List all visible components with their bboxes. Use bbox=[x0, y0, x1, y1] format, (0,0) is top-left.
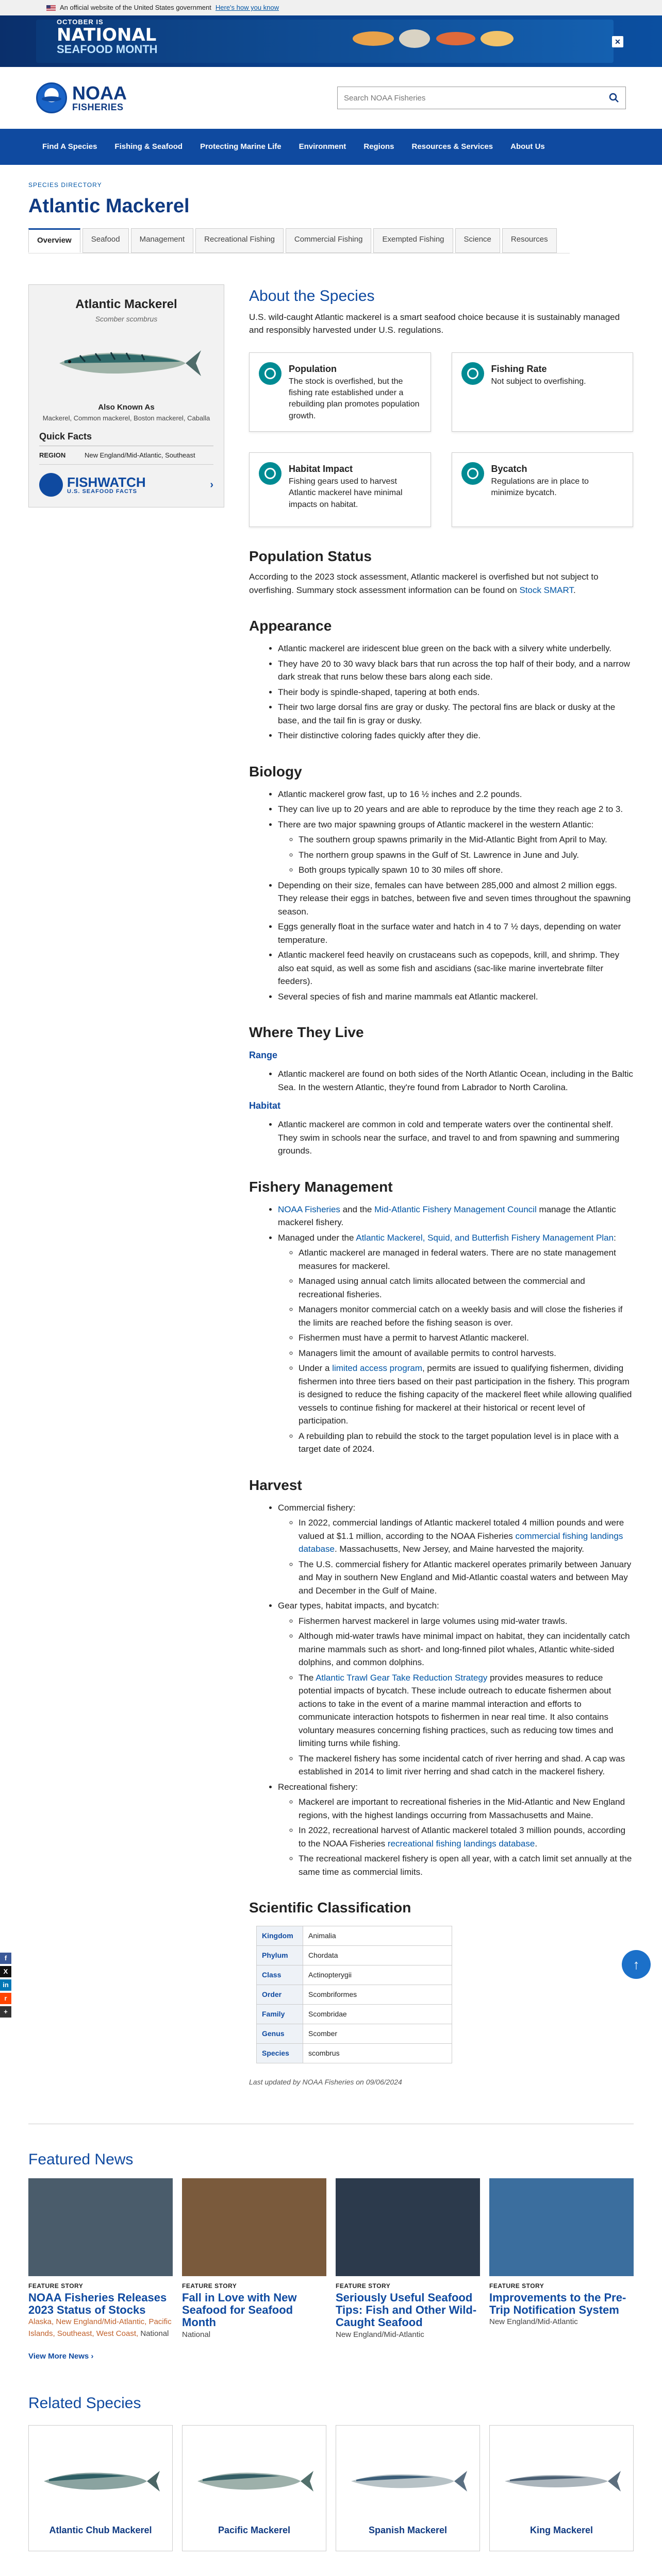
about-title: About the Species bbox=[249, 287, 375, 304]
list-item: ◦ The northern group spawns in the Gulf of St. Lawrence in June and July. bbox=[299, 849, 633, 862]
commercial-landings-link[interactable]: commercial fishing landings database bbox=[299, 1531, 623, 1554]
list-item: ◦ The southern group spawns primarily in the Mid-Atlantic Bight from April to May. bbox=[299, 833, 633, 846]
card-text: Fishing gears used to harvest Atlantic mackerel have minimal impacts on habitat. bbox=[289, 477, 403, 509]
list-item bbox=[299, 1824, 633, 1850]
news-tag: FEATURE STORY bbox=[28, 2282, 84, 2290]
related-species-image bbox=[490, 2450, 633, 2512]
featured-news-title: Featured News bbox=[28, 2151, 134, 2168]
list-item: • Atlantic mackerel are found on both sides of the North Atlantic Ocean, including in the Baltic Sea. In the western Atlantic, they're found from Labrador to North Carolina. bbox=[278, 1067, 633, 1094]
scientific-name: Scomber scombrus bbox=[95, 314, 158, 323]
reddit-share-icon[interactable]: r bbox=[0, 1993, 11, 2004]
item-text: manage the Atlantic mackerel fishery. bbox=[278, 1204, 616, 1228]
appearance-title: Appearance bbox=[249, 618, 332, 634]
chevron-right-icon: › bbox=[210, 479, 213, 490]
list-item bbox=[299, 1516, 633, 1556]
card-title: Bycatch bbox=[491, 464, 527, 474]
population-status-title: Population Status bbox=[249, 548, 372, 565]
list-item: ◦ The mackerel fishery has some incidental catch of river herring and shad. A cap was established in 2014 to limit river herring and shad catch in the mackerel fishery. bbox=[299, 1752, 633, 1778]
noaa-logo-icon bbox=[36, 82, 67, 113]
back-to-top-button[interactable] bbox=[622, 1950, 651, 1979]
list-item: • Eggs generally float in the surface water and hatch in 4 to 7 ½ days, depending on water temperature. bbox=[278, 920, 633, 946]
item-text: . Massachusetts, New Jersey, and Maine harvested the majority. bbox=[334, 1544, 585, 1554]
news-image[interactable] bbox=[336, 2178, 480, 2276]
news-grid bbox=[28, 2178, 634, 2341]
card-title: Population bbox=[289, 363, 337, 374]
nav-label: Regions bbox=[363, 142, 394, 151]
management-list bbox=[278, 1203, 633, 1456]
list-item bbox=[299, 1362, 633, 1428]
more-share-icon[interactable]: + bbox=[0, 2006, 11, 2018]
population-text: According to the 2023 stock assessment, Atlantic mackerel is overfished but not subject to overfishing. Summary stock assessment information can be found on bbox=[249, 572, 599, 595]
limited-access-link[interactable]: limited access program bbox=[332, 1363, 422, 1374]
nav-protecting-marine-life[interactable] bbox=[194, 141, 288, 153]
biology-title: Biology bbox=[249, 763, 302, 779]
list-item: ◦ Managed using annual catch limits allocated between the commercial and recreational fisheries. bbox=[299, 1275, 633, 1301]
species-sidebar bbox=[28, 284, 224, 2088]
table-row bbox=[257, 1946, 452, 1965]
gear-label: Gear types, habitat impacts, and bycatch: bbox=[278, 1601, 439, 1611]
tab-seafood[interactable]: Seafood bbox=[82, 228, 129, 253]
arrow-up-icon: ↑ bbox=[633, 1956, 640, 1972]
related-species-card[interactable] bbox=[28, 2425, 173, 2551]
card-population bbox=[249, 352, 431, 432]
list-item bbox=[278, 818, 633, 877]
item-text: Managed under the bbox=[278, 1232, 356, 1243]
pacific-mackerel-icon bbox=[192, 2461, 316, 2502]
card-text: Regulations are in place to minimize bycatch. bbox=[491, 477, 589, 498]
card-habitat-impact bbox=[249, 452, 431, 527]
rank-label: Genus bbox=[257, 2024, 303, 2044]
list-item: • They can live up to 20 years and are able to reproduce by the time they reach age 2 to 3. bbox=[278, 803, 633, 816]
related-species-image bbox=[29, 2450, 172, 2512]
search-bar bbox=[337, 87, 626, 109]
card-bycatch bbox=[452, 452, 634, 527]
promo-title: NATIONAL bbox=[57, 25, 157, 45]
nav-label: About Us bbox=[510, 142, 545, 151]
nav-find-a-species[interactable] bbox=[36, 141, 103, 153]
recreational-landings-link[interactable]: recreational fishing landings database bbox=[387, 1838, 535, 1849]
item-text: , permits are issued to qualifying fishermen, dividing fishermen into three tiers based on their past participation in the fishery. This program is designed to reduce the fishing capacity of the mackerel fleet while allowing qualified vessels to continue fishing for mackerel at their historical or recent level of participation. bbox=[299, 1363, 632, 1426]
list-item: • Depending on their size, females can have between 285,000 and almost 2 million eggs. They release their eggs in batches, between five and seven times throughout the spawning season. bbox=[278, 879, 633, 919]
news-regions bbox=[336, 2329, 480, 2341]
news-card[interactable] bbox=[182, 2178, 326, 2341]
close-icon[interactable]: ✕ bbox=[612, 36, 623, 47]
table-row bbox=[257, 1926, 452, 1946]
list-item: • Several species of fish and marine mammals eat Atlantic mackerel. bbox=[278, 990, 633, 1004]
aka-list: Mackerel, Common mackerel, Boston mackerel, Caballa bbox=[42, 414, 210, 422]
region-text: National bbox=[182, 2330, 211, 2339]
news-image[interactable] bbox=[489, 2178, 634, 2276]
tab-science[interactable]: Science bbox=[455, 228, 500, 253]
site-header bbox=[0, 67, 662, 129]
nav-label: Protecting Marine Life bbox=[200, 142, 282, 151]
related-species-name: Atlantic Chub Mackerel bbox=[49, 2524, 152, 2535]
rank-label: Family bbox=[257, 2005, 303, 2024]
news-title[interactable]: Fall in Love with New Seafood for Seafood Month bbox=[182, 2291, 297, 2329]
item-text: provides measures to reduce potential impacts of bycatch. These include outreach to educate fishermen about actions to take in the event of a marine mammal interaction and efforts to communicate interaction hotspots to fishermen in near real time. It also contains voluntary measures concerning fishing practices, such as reducing tow times and limiting turns while fishing. bbox=[299, 1672, 614, 1749]
species-tabs bbox=[28, 228, 570, 253]
rank-label: Class bbox=[257, 1965, 303, 1985]
about-intro: U.S. wild-caught Atlantic mackerel is a smart seafood choice because it is sustainably managed and responsibly harvested under U.S. regulations. bbox=[249, 312, 620, 335]
list-item bbox=[278, 1599, 633, 1778]
list-item: ◦ Managers monitor commercial catch on a weekly basis and will close the fisheries if the limits are reached before the fishing season is over. bbox=[299, 1303, 633, 1329]
rank-label: Species bbox=[257, 2044, 303, 2063]
bycatch-icon bbox=[461, 462, 484, 485]
list-item: • Atlantic mackerel grow fast, up to 16 ½ inches and 2.2 pounds. bbox=[278, 788, 633, 801]
card-text: The stock is overfished, but the fishing rate established under a rebuilding plan promotes population growth. bbox=[289, 377, 420, 420]
breadcrumb[interactable]: SPECIES DIRECTORY bbox=[28, 181, 102, 189]
region-value: New England/Mid-Atlantic, Southeast bbox=[85, 451, 195, 459]
noaa-fisheries-link[interactable]: NOAA Fisheries bbox=[278, 1204, 340, 1214]
search-icon bbox=[609, 93, 619, 103]
related-species-name: Spanish Mackerel bbox=[368, 2524, 448, 2535]
x-share-icon[interactable]: X bbox=[0, 1966, 11, 1977]
appearance-list bbox=[278, 642, 633, 742]
spawn-list bbox=[299, 833, 633, 877]
list-item: ◦ Atlantic mackerel are managed in federal waters. There are no state management measures for mackerel. bbox=[299, 1246, 633, 1273]
species-card bbox=[28, 284, 224, 508]
main-section bbox=[28, 284, 634, 2088]
region-text: National bbox=[138, 2329, 169, 2338]
list-item bbox=[278, 1203, 633, 1229]
management-sublist bbox=[299, 1246, 633, 1456]
mafmc-link[interactable]: Mid-Atlantic Fishery Management Council bbox=[374, 1204, 537, 1214]
item-text: Under a bbox=[299, 1363, 333, 1374]
harvest-list bbox=[278, 1501, 633, 1879]
habitat-list bbox=[278, 1118, 633, 1158]
nav-resources-services[interactable] bbox=[406, 141, 500, 153]
fishwatch-text bbox=[67, 476, 206, 495]
fishwatch-title: FISHWATCH bbox=[67, 474, 146, 490]
rank-value: Actinopterygii bbox=[303, 1965, 452, 1985]
card-title: Habitat Impact bbox=[289, 464, 353, 474]
card-title: Fishing Rate bbox=[491, 363, 547, 374]
population-icon bbox=[259, 362, 282, 385]
species-content bbox=[249, 284, 633, 2088]
rank-label: Kingdom bbox=[257, 1926, 303, 1946]
stock-smart-link[interactable]: Stock SMART bbox=[519, 585, 573, 595]
promo-subtitle: SEAFOOD MONTH bbox=[57, 43, 158, 56]
nav-label: Find A Species bbox=[42, 142, 97, 151]
item-text: In 2022, commercial landings of Atlantic mackerel totaled 4 million pounds and were valued at $1.1 million, according to the NOAA Fisheries bbox=[299, 1518, 624, 1541]
news-card[interactable] bbox=[489, 2178, 634, 2341]
nav-about-us[interactable] bbox=[504, 141, 551, 153]
promo-date: OCTOBER IS bbox=[57, 18, 104, 26]
seafood-illustration-icon bbox=[347, 23, 518, 54]
table-row bbox=[257, 1985, 452, 2005]
list-item: ◦ A rebuilding plan to rebuild the stock to the target population level is in place with a target date of 2024. bbox=[299, 1430, 633, 1456]
region-text: New England/Mid-Atlantic bbox=[336, 2330, 424, 2339]
noaa-fisheries-logo[interactable] bbox=[36, 82, 127, 113]
related-species-card[interactable] bbox=[182, 2425, 326, 2551]
habitat-icon bbox=[259, 462, 282, 485]
item-text: In 2022, recreational harvest of Atlantic mackerel totaled 3 million pounds, according to the NOAA Fisheries bbox=[299, 1825, 626, 1849]
list-item bbox=[278, 1781, 633, 1879]
list-item: ◦ Although mid-water trawls have minimal impact on habitat, they can incidentally catch marine mammals such as short- and long-finned pilot whales, Atlantic white-sided dolphins, and common dolphins. bbox=[299, 1630, 633, 1669]
news-title[interactable]: Seriously Useful Seafood Tips: Fish and Other Wild-Caught Seafood bbox=[336, 2291, 477, 2329]
news-title[interactable]: NOAA Fisheries Releases 2023 Status of Stocks bbox=[28, 2291, 167, 2317]
facebook-share-icon[interactable]: f bbox=[0, 1953, 11, 1964]
rank-value: Chordata bbox=[303, 1946, 452, 1965]
tab-commercial-fishing[interactable]: Commercial Fishing bbox=[286, 228, 372, 253]
harvest-title: Harvest bbox=[249, 1477, 302, 1493]
list-item bbox=[278, 1231, 633, 1456]
recreational-label: Recreational fishery: bbox=[278, 1782, 358, 1792]
news-regions bbox=[489, 2316, 634, 2328]
aka-title: Also Known As bbox=[98, 402, 155, 412]
fishwatch-link[interactable] bbox=[39, 473, 213, 497]
trawl-strategy-link[interactable]: Atlantic Trawl Gear Take Reduction Strategy bbox=[316, 1672, 488, 1683]
fishwatch-subtitle: U.S. SEAFOOD FACTS bbox=[67, 488, 137, 495]
chub-mackerel-icon bbox=[39, 2461, 162, 2502]
gov-banner bbox=[0, 0, 662, 15]
related-species-card[interactable] bbox=[489, 2425, 634, 2551]
list-item bbox=[278, 1501, 633, 1598]
region-label: REGION bbox=[39, 451, 66, 459]
logo-sub: FISHERIES bbox=[72, 102, 124, 112]
item-text: : bbox=[614, 1232, 616, 1243]
item-text: and the bbox=[340, 1204, 375, 1214]
table-row bbox=[257, 1965, 452, 1985]
list-item: • Their distinctive coloring fades quickly after they die. bbox=[278, 729, 633, 742]
card-fishing-rate bbox=[452, 352, 634, 432]
rank-value: Scombridae bbox=[303, 2005, 452, 2024]
rank-label: Phylum bbox=[257, 1946, 303, 1965]
king-mackerel-icon bbox=[500, 2461, 623, 2502]
news-regions bbox=[182, 2329, 326, 2341]
classification-title: Scientific Classification bbox=[249, 1900, 411, 1916]
list-item: ◦ Fishermen must have a permit to harvest Atlantic mackerel. bbox=[299, 1331, 633, 1345]
view-more-news-link[interactable]: View More News › bbox=[28, 2352, 94, 2361]
related-species-image bbox=[336, 2450, 479, 2512]
news-title[interactable]: Improvements to the Pre-Trip Notification System bbox=[489, 2291, 626, 2317]
nav-environment[interactable] bbox=[293, 141, 353, 153]
species-name: Atlantic Mackerel bbox=[75, 297, 177, 311]
card-text: Not subject to overfishing. bbox=[491, 377, 586, 386]
status-cards bbox=[249, 352, 633, 528]
population-end: . bbox=[573, 585, 576, 595]
search-button[interactable] bbox=[603, 87, 625, 109]
tab-overview[interactable]: Overview bbox=[28, 228, 80, 253]
list-item: • They have 20 to 30 wavy black bars that run across the top half of their body, and a narrow dark streak that runs below these bars along each side. bbox=[278, 657, 633, 684]
tab-exempted-fishing[interactable]: Exempted Fishing bbox=[373, 228, 453, 253]
rank-value: Scombriformes bbox=[303, 1985, 452, 2005]
nav-regions[interactable] bbox=[357, 141, 400, 153]
seafood-month-banner[interactable] bbox=[0, 15, 662, 67]
logo-text bbox=[72, 84, 127, 112]
gov-banner-text: An official website of the United States government bbox=[60, 4, 211, 12]
quick-facts-title: Quick Facts bbox=[39, 430, 213, 446]
spawn-intro: There are two major spawning groups of Atlantic mackerel in the western Atlantic: bbox=[278, 819, 594, 829]
list-item: • Their body is spindle-shaped, tapering at both ends. bbox=[278, 686, 633, 699]
quick-fact-region bbox=[39, 446, 213, 465]
recreational-sublist bbox=[299, 1795, 633, 1878]
rank-value: Animalia bbox=[303, 1926, 452, 1946]
biology-list bbox=[278, 788, 633, 1004]
gov-banner-link[interactable]: Here's how you know bbox=[215, 4, 279, 12]
share-bar bbox=[0, 1953, 11, 2020]
spanish-mackerel-icon bbox=[346, 2461, 470, 2502]
table-row bbox=[257, 2005, 452, 2024]
table-row bbox=[257, 2024, 452, 2044]
list-item: ◦ Mackerel are important to recreational fisheries in the Mid-Atlantic and New England regions, with the highest landings occurring from Massachusetts and Maine. bbox=[299, 1795, 633, 1822]
region-links[interactable]: Alaska, New England/Mid-Atlantic, Pacific Islands, Southeast, West Coast, bbox=[28, 2317, 172, 2338]
related-species-name: King Mackerel bbox=[529, 2524, 593, 2535]
list-item: • Their two large dorsal fins are gray or dusky. The pectoral fins are black or dusky at the base, and the tail fin is gray or dusky. bbox=[278, 701, 633, 727]
logo-main: NOAA bbox=[72, 82, 127, 104]
list-item: • Atlantic mackerel feed heavily on crustaceans such as copepods, krill, and shrimp. They also eat squid, as well as some fish and ascidians (sac-like marine invertebrate filter feeders). bbox=[278, 948, 633, 988]
fishery-management-title: Fishery Management bbox=[249, 1178, 393, 1195]
list-item: • Atlantic mackerel are iridescent blue green on the back with a silvery white underbelly. bbox=[278, 642, 633, 655]
news-regions bbox=[28, 2316, 173, 2340]
list-item: ◦ Both groups typically spawn 10 to 30 miles off shore. bbox=[299, 863, 633, 877]
nav-fishing-seafood[interactable] bbox=[108, 141, 189, 153]
rank-value: Scomber bbox=[303, 2024, 452, 2044]
promo-text bbox=[57, 19, 158, 55]
habitat-title: Habitat bbox=[249, 1100, 281, 1111]
population-status-text bbox=[249, 570, 633, 597]
linkedin-share-icon[interactable]: in bbox=[0, 1979, 11, 1991]
fishwatch-logo-icon bbox=[39, 473, 63, 497]
fishing-hook-icon bbox=[461, 362, 484, 385]
news-tag: FEATURE STORY bbox=[489, 2282, 544, 2290]
list-item: ◦ The recreational mackerel fishery is open all year, with a catch limit set annually at the same time as commercial limits. bbox=[299, 1852, 633, 1878]
related-species-image bbox=[183, 2450, 326, 2512]
species-image bbox=[39, 325, 213, 402]
tab-resources[interactable]: Resources bbox=[502, 228, 557, 253]
list-item bbox=[299, 1671, 633, 1750]
search-input[interactable] bbox=[338, 87, 603, 109]
rank-label: Order bbox=[257, 1985, 303, 2005]
range-list bbox=[278, 1067, 633, 1094]
mackerel-icon bbox=[49, 335, 204, 392]
last-updated: Last updated by NOAA Fisheries on 09/06/2024 bbox=[249, 2078, 402, 2087]
news-card[interactable] bbox=[28, 2178, 173, 2341]
list-item: ◦ Fishermen harvest mackerel in large volumes using mid-water trawls. bbox=[299, 1615, 633, 1628]
news-tag: FEATURE STORY bbox=[336, 2282, 391, 2290]
item-text: . bbox=[535, 1838, 538, 1849]
region-text: New England/Mid-Atlantic bbox=[489, 2317, 578, 2327]
commercial-label: Commercial fishery: bbox=[278, 1502, 356, 1513]
related-species-card[interactable] bbox=[336, 2425, 480, 2551]
classification-table bbox=[256, 1926, 452, 2063]
nav-label: Fishing & Seafood bbox=[114, 142, 183, 151]
news-image[interactable] bbox=[182, 2178, 326, 2276]
tab-management[interactable]: Management bbox=[131, 228, 194, 253]
us-flag-icon bbox=[46, 5, 56, 11]
commercial-sublist bbox=[299, 1516, 633, 1597]
fmp-link[interactable]: Atlantic Mackerel, Squid, and Butterfish Fishery Management Plan bbox=[356, 1232, 614, 1243]
tab-recreational-fishing[interactable]: Recreational Fishing bbox=[195, 228, 284, 253]
nav-label: Environment bbox=[299, 142, 346, 151]
main-nav bbox=[0, 129, 662, 165]
nav-label: Resources & Services bbox=[411, 142, 493, 151]
list-item: ◦ The U.S. commercial fishery for Atlantic mackerel operates primarily between January and May in southern New England and Mid-Atlantic coastal waters and between May and December in the Gulf of Maine. bbox=[299, 1558, 633, 1598]
rank-value: scombrus bbox=[303, 2044, 452, 2063]
news-card[interactable] bbox=[336, 2178, 480, 2341]
related-species-name: Pacific Mackerel bbox=[218, 2524, 291, 2535]
related-species-title: Related Species bbox=[28, 2394, 141, 2412]
list-item: ◦ Managers limit the amount of available permits to control harvests. bbox=[299, 1347, 633, 1360]
where-they-live-title: Where They Live bbox=[249, 1024, 364, 1041]
page-content bbox=[28, 180, 634, 2551]
table-row bbox=[257, 2044, 452, 2063]
related-species-grid bbox=[28, 2425, 634, 2551]
list-item: • Atlantic mackerel are common in cold and temperate waters over the continental shelf. They swim in schools near the surface, and travel to and from spawning and summering grounds. bbox=[278, 1118, 633, 1158]
news-tag: FEATURE STORY bbox=[182, 2282, 237, 2290]
item-text: The bbox=[299, 1672, 316, 1683]
range-title: Range bbox=[249, 1050, 278, 1061]
news-image[interactable] bbox=[28, 2178, 173, 2276]
page-title: Atlantic Mackerel bbox=[28, 195, 190, 217]
gear-sublist bbox=[299, 1615, 633, 1778]
